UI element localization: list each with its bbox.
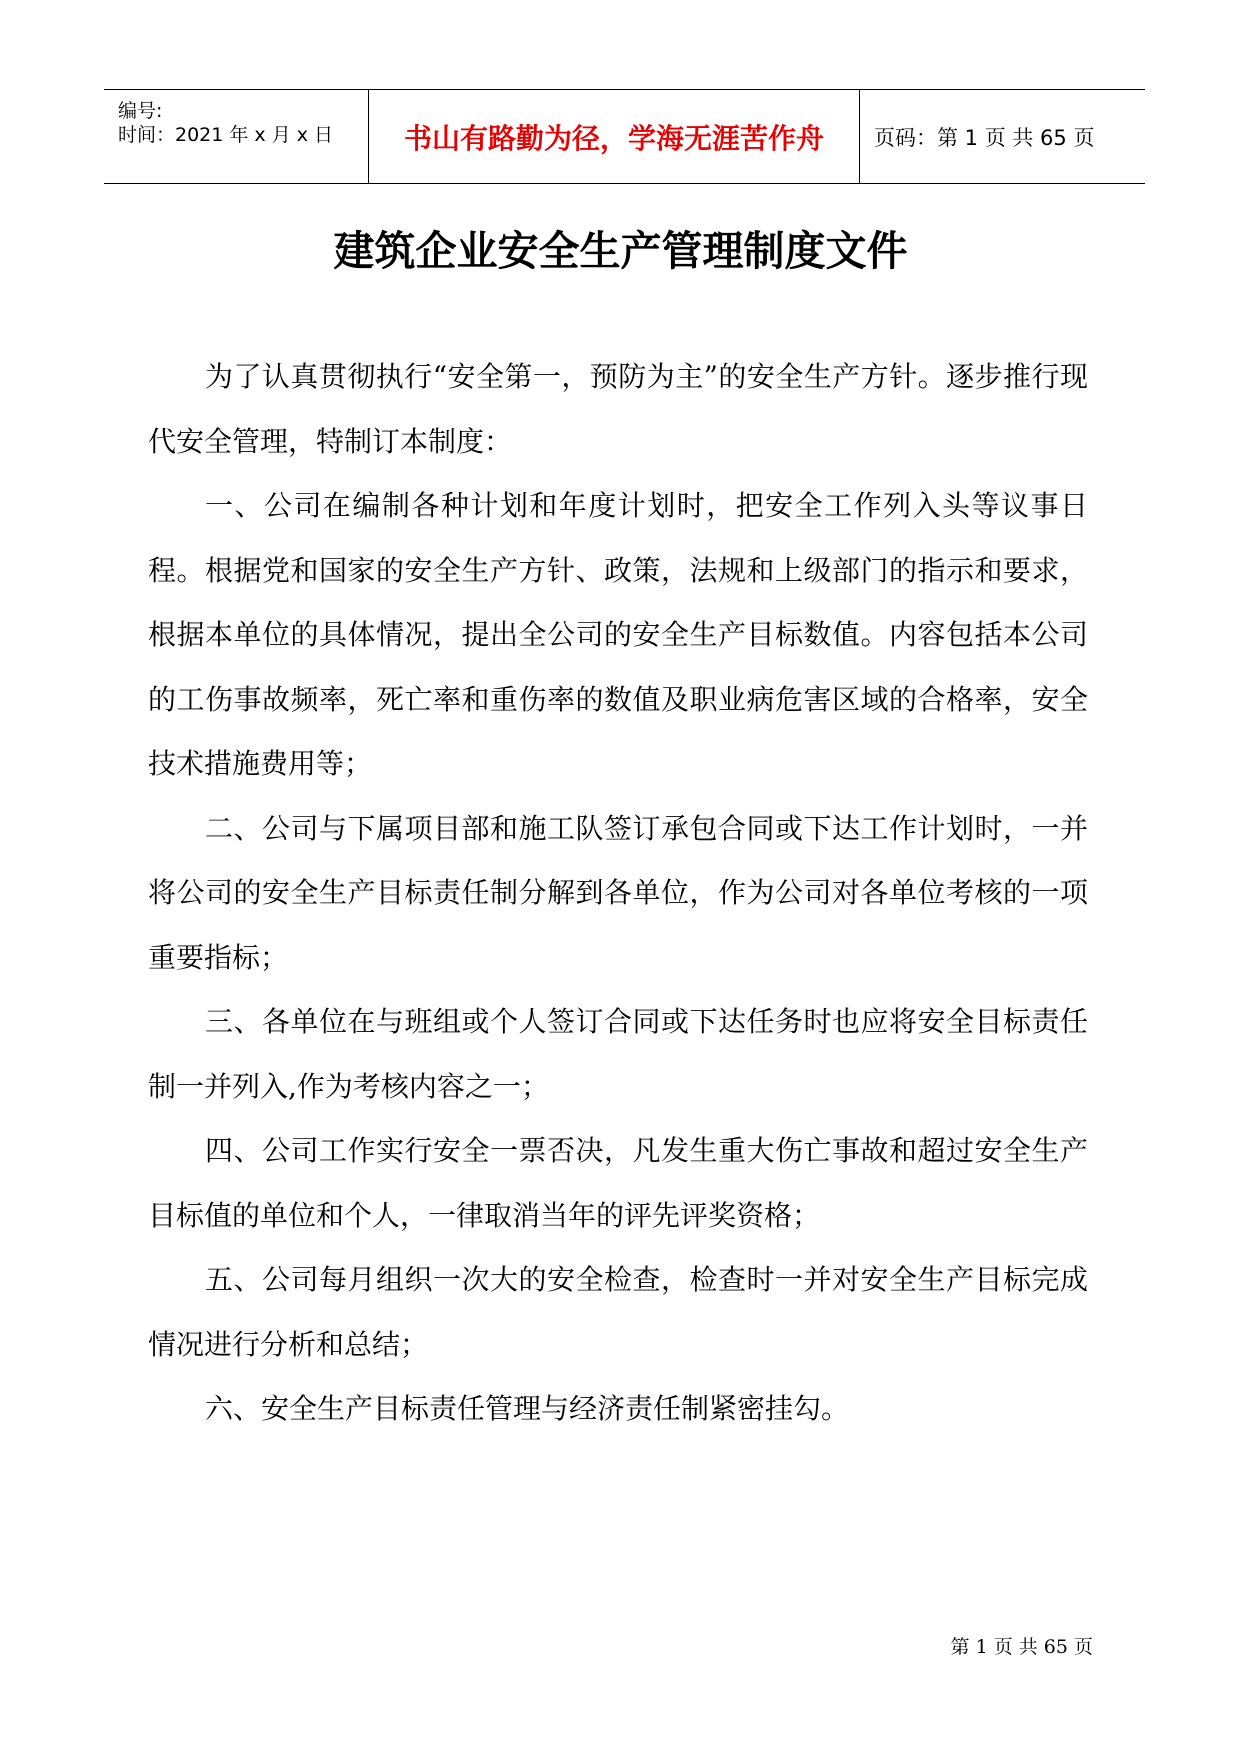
paragraph-item-4: 四、公司工作实行安全一票否决，凡发生重大伤亡事故和超过安全生产目标值的单位和个人，一律取消当年的评先评奖资格； <box>148 1134 1088 1232</box>
document-body <box>148 345 1088 1442</box>
footer-page-number: 第 1 页 共 65 页 <box>950 1636 1093 1658</box>
header-page-cell <box>860 90 1145 183</box>
paragraph-item-5: 五、公司每月组织一次大的安全检查，检查时一并对安全生产目标完成情况进行分析和总结； <box>148 1263 1088 1361</box>
document-title: 建筑企业安全生产管理制度文件 <box>333 227 908 275</box>
paragraph-intro: 为了认真贯彻执行“安全第一，预防为主”的安全生产方针。逐步推行现代安全管理，特制订本制度： <box>148 360 1088 458</box>
header-meta-cell <box>104 90 369 183</box>
document-number-label: 编号: <box>118 100 163 122</box>
document-time-label: 时间：2021 年 x 月 x 日 <box>118 124 334 146</box>
paragraph-item-1: 一、公司在编制各种计划和年度计划时，把安全工作列入头等议事日程。根据党和国家的安全生产方针、政策，法规和上级部门的指示和要求，根据本单位的具体情况，提出全公司的安全生产目标数值。内容包括本公司的工伤事故频率，死亡率和重伤率的数值及职业病危害区域的合格率，安全技术措施费用等； <box>148 489 1088 780</box>
document-header <box>104 89 1145 184</box>
header-motto: 书山有路勤为径，学海无涯苦作舟 <box>403 121 824 155</box>
paragraph-item-2: 二、公司与下属项目部和施工队签订承包合同或下达工作计划时，一并将公司的安全生产目标责任制分解到各单位，作为公司对各单位考核的一项重要指标； <box>148 811 1088 974</box>
paragraph-item-6: 六、安全生产目标责任管理与经济责任制紧密挂勾。 <box>205 1392 850 1425</box>
header-page-code: 页码：第 1 页 共 65 页 <box>874 125 1095 150</box>
paragraph-item-3: 三、各单位在与班组或个人签订合同或下达任务时也应将安全目标责任制一并列入,作为考核内容之一； <box>148 1005 1088 1103</box>
header-motto-cell <box>369 90 860 183</box>
